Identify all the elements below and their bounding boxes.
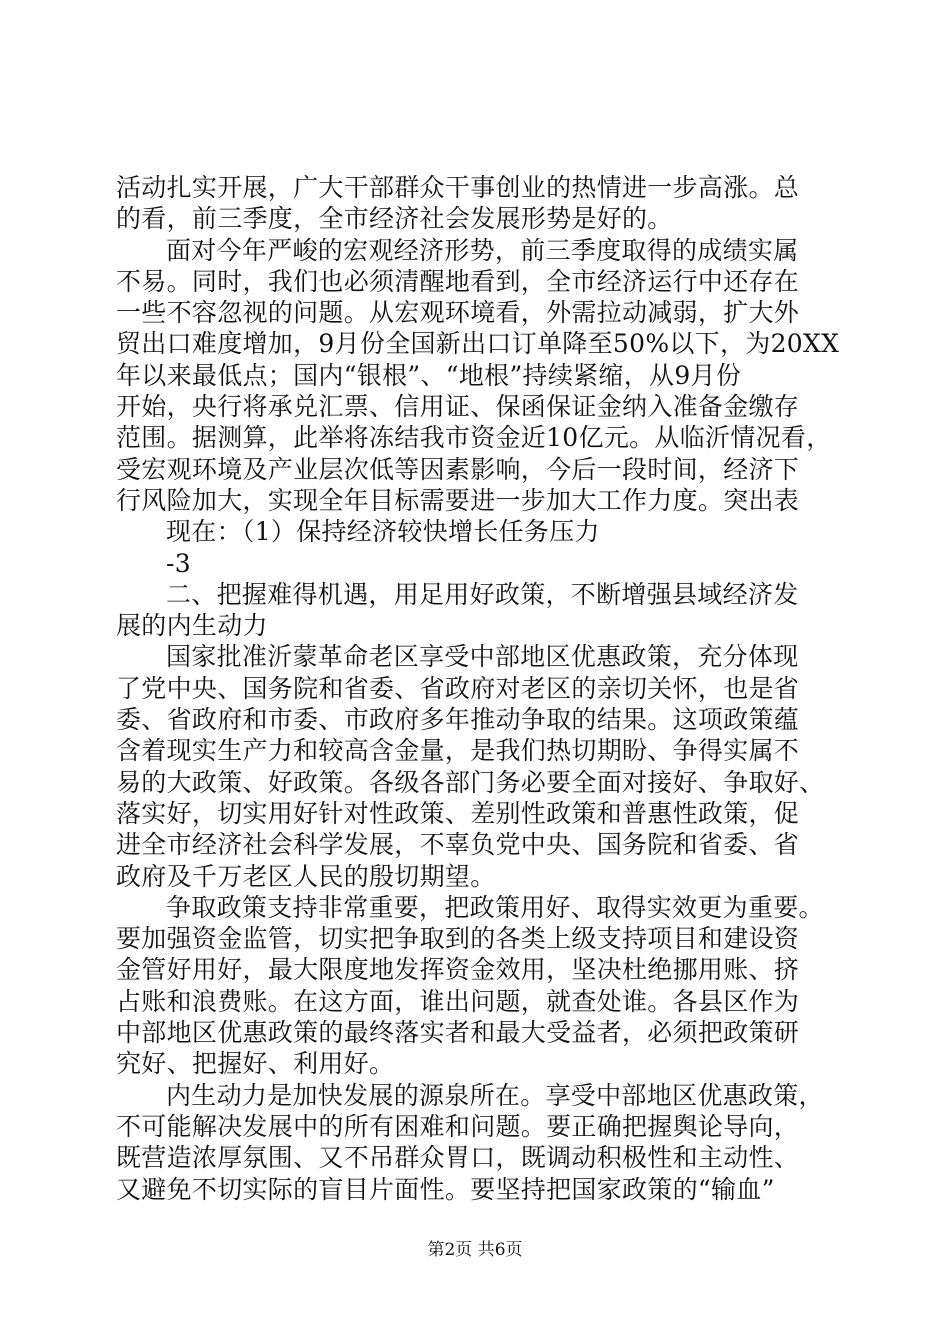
text-line: 政府及千万老区人民的殷切期望。: [116, 861, 496, 891]
text-line: 了党中央、国务院和省委、省政府对老区的亲切关怀，也是省: [116, 673, 800, 703]
text-line: 行风险加大，实现全年目标需要进一步加大工作力度。突出表: [116, 485, 800, 515]
text-line: 要加强资金监管，切实把争取到的各类上级支持项目和建设资: [116, 924, 800, 954]
text-line: 委、省政府和市委、市政府多年推动争取的结果。这项政策蕴: [116, 705, 800, 735]
text-line: 贸出口难度增加，9月份全国新出口订单降至50%以下，为20XX: [116, 329, 840, 359]
text-line: 年以来最低点；国内“银根”、“地根”持续紧缩，从9月份: [116, 360, 742, 390]
text-line: 既营造浓厚氛围、又不吊群众胃口，既调动积极性和主动性、: [116, 1143, 800, 1173]
text-line: 占账和浪费账。在这方面，谁出问题，就查处谁。各县区作为: [116, 986, 800, 1016]
text-line: 究好、把握好、利用好。: [116, 1049, 395, 1079]
text-line: 易的大政策、好政策。各级各部门务必要全面对接好、争取好、: [116, 767, 825, 797]
text-line: 开始，央行将承兑汇票、信用证、保函保证金纳入准备金缴存: [116, 392, 800, 422]
document-body: [116, 172, 840, 1205]
text-line: 落实好，切实用好针对性政策、差别性政策和普惠性政策，促: [116, 798, 800, 828]
text-line: 金管好用好，最大限度地发挥资金效用，坚决杜绝挪用账、挤: [116, 955, 800, 985]
text-line: 面对今年严峻的宏观经济形势，前三季度取得的成绩实属: [166, 235, 799, 265]
text-line: 一些不容忽视的问题。从宏观环境看，外需拉动减弱，扩大外: [116, 298, 800, 328]
text-line: 含着现实生产力和较高含金量，是我们热切期盼、争得实属不: [116, 736, 800, 766]
text-line: 的看，前三季度，全市经济社会发展形势是好的。: [116, 204, 673, 234]
text-line: 又避免不切实际的盲目片面性。要坚持把国家政策的“输血”: [116, 1174, 775, 1204]
text-line: -3: [166, 548, 191, 578]
text-line: 活动扎实开展，广大干部群众干事创业的热情进一步高涨。总: [116, 173, 800, 202]
text-line: 国家批准沂蒙革命老区享受中部地区优惠政策，充分体现: [166, 642, 799, 672]
text-line: 现在：（1）保持经济较快增长任务压力: [166, 517, 600, 547]
text-line: 中部地区优惠政策的最终落实者和最大受益者，必须把政策研: [116, 1018, 800, 1048]
text-line: 争取政策支持非常重要，把政策用好、取得实效更为重要。: [166, 892, 824, 922]
text-line: 展的内生动力: [116, 611, 268, 641]
text-line: 不可能解决发展中的所有困难和问题。要正确把握舆论导向，: [116, 1111, 800, 1141]
text-line: 进全市经济社会科学发展，不辜负党中央、国务院和省委、省: [116, 830, 800, 860]
text-line: 不易。同时，我们也必须清醒地看到，全市经济运行中还存在: [116, 266, 800, 296]
text-line: 内生动力是加快发展的源泉所在。享受中部地区优惠政策，: [166, 1080, 824, 1110]
page-footer: 第2页 共6页: [427, 1240, 523, 1260]
text-line: 范围。据测算，此举将冻结我市资金近10亿元。从临沂情况看，: [116, 423, 832, 453]
text-line: 二、把握难得机遇，用足用好政策，不断增强县域经济发: [166, 579, 799, 609]
text-line: 受宏观环境及产业层次低等因素影响，今后一段时间，经济下: [116, 454, 800, 484]
